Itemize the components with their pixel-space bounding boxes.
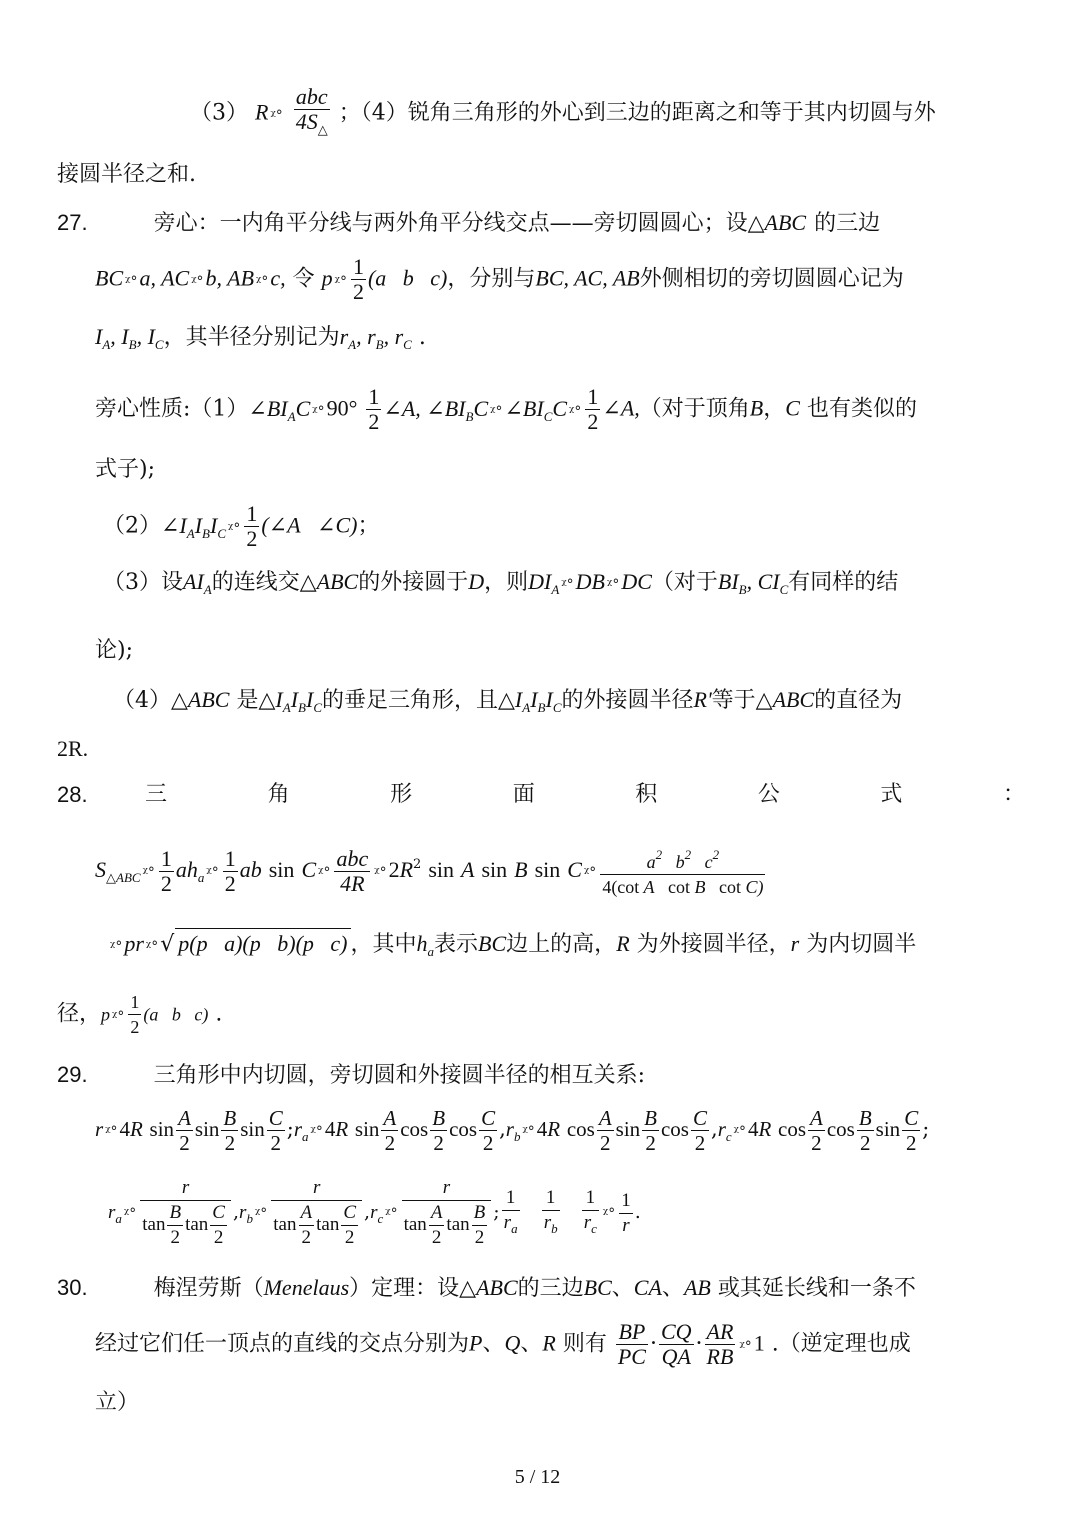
excenter-prop-4-cont: 2R. [57,736,89,761]
excenter-prop-4: （4）△ABC 是$\triangle I_AI_BI_C$的垂足三角形，且$\triangle I_AI_BI_C$的外接圆半径R'等于△ABC的直径为 [113,687,903,715]
item-28-number: 28. [57,782,88,807]
item-26-3-line: （3） R ᵡ° $\frac{\text{abc}}{4S_\triangle}$ ；（4）锐角三角形的外心到三边的距离之和等于其内切圆与外 [190,85,936,142]
radius-relation-line-1: r ᵡ°4R sin $\frac{A}{2}$ sin $\frac{B}{2}$ sin $\frac{C}{2}$ $;r_a$ ᵡ°4R sin $\frac{A}{2}$ cos $\frac{B}{2}$ cos $\frac{C}{2}$ $,r_b$ ᵡ°4R cos $\frac{A}{2}$ sin $\frac{B}{2}$ cos $\frac{C}{2}$ $,r_c$ ᵡ°4R cos $\frac{A}{2}$ cos $\frac{B}{2}$ sin $\frac{C}{2}$ ; [95,1106,930,1155]
item-26-cont: 接圆半径之和. [57,162,196,187]
formula-abc-over-4s: $\frac{\text{abc}}{4S_\triangle}$ [294,85,330,142]
item-27-line-3: $I_A$, $I_B$, $I_C$，其半径分别记为$r_A$, $r_B$, $r_C$ . [95,324,426,352]
item-30-cont: 立） [95,1390,140,1415]
excenter-prop-3-cont: 论); [95,638,133,663]
excenter-prop-1-cont: 式子); [95,457,155,482]
area-formula-line-3: 径，p ᵡ° $\frac{1}{2}$ (a b c) . [57,992,223,1037]
excenter-prop-1: 旁心性质$:(1)\angle BI_AC$ ᵡ°90° $\frac{1}{2}$ ∠A, $\angle BI_BC$ $ᵡ^\circ\angle BI_CC$ ᵡ° $\frac{1}{2}$ ∠A,（对于顶角B，C 也有类似的 [95,384,917,434]
item-30-line-2: 经过它们任一顶点的直线的交点分别为P、Q、R 则有 $\frac{BP}{PC}$ · $\frac{CQ}{QA}$ · $\frac{AR}{RB}$ ᵡ°1 .（逆定理也成 [95,1319,911,1369]
area-formula-line-2: ᵡ°pr ᵡ°√ p(p a)(p b)(p c) ，其中$h_a$表示BC边上的高，R 为外接圆半径，r 为内切圆半 [108,928,916,967]
area-formula-line-1: $S_{\triangle ABC}$ ᵡ° $\frac{1}{2}$ $ah_a$ ᵡ° $\frac{1}{2}$ ab sin C ᵡ° $\frac{\text{abc}}{4R}$ $ᵡ^\circ 2R^2$ sin A sin B sin C ᵡ° $\frac{a^2 b^2 c^2}{\text{4(cot A cot B cot C)}}$ [95,845,764,897]
excenter-prop-2: $(2)\angle I_AI_BI_C$ ᵡ° $\frac{1}{2}$ (∠A ∠C)； [103,501,380,551]
item-27-line-2: BC ᵡ°a, AC ᵡ°b, AB ᵡ°c, 令 p ᵡ° $\frac{1}{2}$ (a b c)，分别与BC, AC, AB外侧相切的旁切圆圆心记为 [95,254,904,304]
item-30-line-1: 30. 梅涅劳斯（Menelaus）定理：设△ABC的三边BC、CA、AB 或其延长线和一条不 [57,1275,916,1301]
excenter-prop-3: （3）设$AI_A$的连线交△ABC的外接圆于D，则$DI_A$ ᵡ°DB ᵡ°DC（对于$BI_B$, $CI_C$有同样的结 [103,569,899,597]
item-29-line-1: 29. 三角形中内切圆，旁切圆和外接圆半径的相互关系: [57,1062,646,1088]
page-number: 5 / 12 [514,1466,561,1488]
item-27-line-1: 27. 旁心：一内角平分线与两外角平分线交点——旁切圆圆心；设△ABC 的三边 [57,210,881,236]
radius-relation-line-2: $r_a$ ᵡ° r tan $\frac{B}{2}$ tan $\frac{C}{2}$ $,r_b$ ᵡ° r tan $\frac{A}{2}$ tan $\frac{C}{2}$ $,r_c$ ᵡ° r tan $\frac{A}{2}$ tan $\frac{B}{2}$ ; $\frac{1}{r_a}$ $\frac{1}{r_b}$ $\frac{1}{r_c}$ ᵡ° $\frac{1}{r}$ . [108,1177,641,1248]
item-28-title: 三 角 形 面 积 公 式 ： [145,782,1025,807]
